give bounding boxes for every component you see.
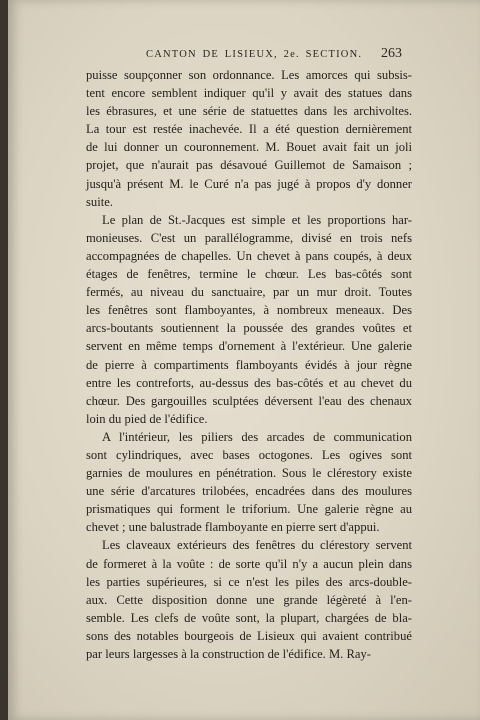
text-line: Les claveaux extérieurs des fenêtres du clérestory servent — [102, 538, 412, 553]
text-line: loin du pied de l'édifice. — [86, 411, 208, 426]
text-line: les fenêtres sont flamboyantes, à nombreux meneaux. Des — [86, 303, 412, 318]
paragraph — [86, 211, 412, 428]
text-line: aux. Cette disposition donne une grande légèreté à l'en- — [86, 592, 412, 607]
text-line: monieuses. C'est un parallélogramme, divisé en trois nefs — [86, 230, 412, 245]
text-line: étages de fenêtres, termine le chœur. Les bas-côtés sont — [86, 267, 412, 282]
text-line: de pierre à compartiments flamboyants évidés à jour règne — [86, 357, 412, 372]
text-line: de formeret à la voûte : de sorte qu'il n'y a aucun plein dans — [86, 556, 412, 571]
text-line: chœur. Des gargouilles sculptées déversent l'eau des chenaux — [86, 393, 412, 408]
text-line: entre les contreforts, au-dessus des bas-côtés et au chevet du — [86, 375, 412, 390]
text-line: les ébrasures, et une série de statuettes dans les archivoltes. — [86, 104, 412, 119]
text-line: tent encore semblent indiquer qu'il y avait des statues dans — [86, 86, 412, 101]
text-line: de lui donner un couronnement. M. Bouet avait fait un joli — [86, 140, 412, 155]
text-line: une série d'arcatures trilobées, encadrées dans des moulures — [86, 484, 412, 499]
text-line: Le plan de St.-Jacques est simple et les proportions har- — [102, 212, 412, 227]
text-line: par leurs largesses à la construction de l'édifice. M. Ray- — [86, 647, 371, 661]
text-line: accompagnées de chapelles. Un chevet à pans coupés, à deux — [86, 248, 412, 263]
text-line: prismatiques qui forment le triforium. Une galerie règne au — [86, 502, 412, 517]
text-line: fermés, au niveau du sanctuaire, par un mur droit. Toutes — [86, 285, 412, 300]
running-title: CANTON DE LISIEUX, 2e. SECTION. — [146, 49, 363, 60]
body-text — [86, 66, 412, 663]
running-head — [100, 46, 402, 62]
text-line: semble. Les clefs de voûte sont, la plupart, chargées de bla- — [86, 610, 412, 625]
text-line: servent en même temps d'ornement à l'extérieur. Une galerie — [86, 339, 412, 354]
text-line: A l'intérieur, les piliers des arcades de communication — [102, 429, 412, 444]
text-line: sons des notables bourgeois de Lisieux qui avaient contribué — [86, 628, 412, 643]
paragraph — [86, 428, 412, 537]
paragraph — [86, 536, 412, 663]
text-line: sont cylindriques, avec bases octogones. Les ogives sont — [86, 447, 412, 462]
text-line: puisse soupçonner son ordonnance. Les amorces qui subsis- — [86, 68, 412, 82]
text-line: suite. — [86, 194, 113, 209]
text-line: garnies de moulures en pénétration. Sous le clérestory existe — [86, 466, 412, 481]
text-line: les parties supérieures, si ce n'est les piles des arcs-double- — [86, 574, 412, 589]
text-line: La tour est restée inachevée. Il a été question dernièrement — [86, 122, 412, 137]
page-number: 263 — [381, 46, 402, 61]
text-line: jusqu'à présent M. le Curé n'a pas jugé à propos d'y donner — [86, 176, 412, 191]
text-line: arcs-boutants soutiennent la poussée des grandes voûtes et — [86, 321, 412, 336]
book-page — [8, 0, 480, 720]
text-line: projet, que n'aurait pas désavoué Guillemot de Samaison ; — [86, 158, 412, 173]
paragraph — [86, 66, 412, 211]
text-line: chevet ; une balustrade flamboyante en pierre sert d'appui. — [86, 520, 380, 535]
